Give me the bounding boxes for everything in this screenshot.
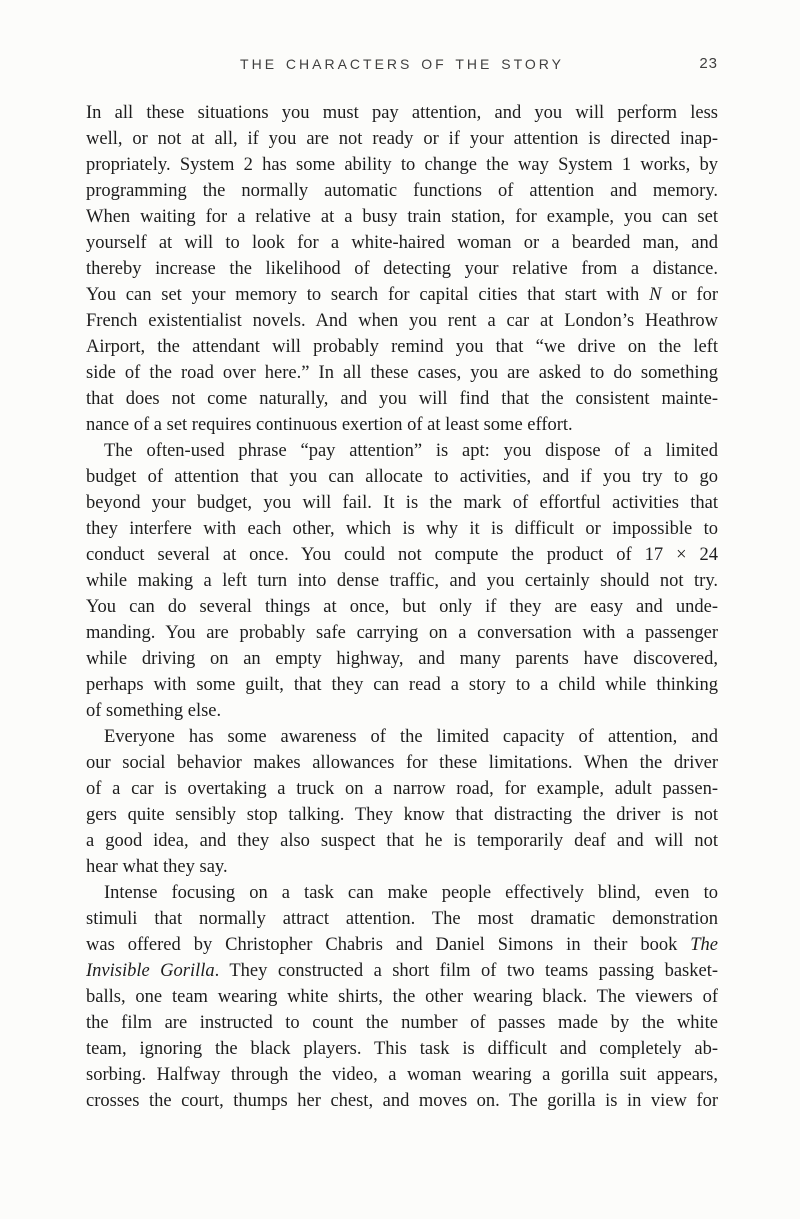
text-segment: or for	[661, 285, 718, 305]
text-segment: propriately. System 2 has some ability to change the way System 1 works, by	[86, 155, 718, 175]
text-line	[86, 750, 718, 776]
text-line	[86, 1010, 718, 1036]
text-line	[86, 360, 718, 386]
text-line	[86, 594, 718, 620]
paragraph	[86, 724, 718, 880]
page-number: 23	[699, 55, 718, 72]
text-segment: the film are instructed to count the number of passes made by the white	[86, 1013, 718, 1033]
text-segment: The often-used phrase “pay attention” is apt: you dispose of a limited	[104, 441, 718, 461]
text-segment: of something else.	[86, 701, 222, 721]
text-segment: sorbing. Halfway through the video, a woman wearing a gorilla suit appears,	[86, 1065, 718, 1085]
text-line	[86, 620, 718, 646]
text-line	[86, 828, 718, 854]
text-segment: yourself at will to look for a white-haired woman or a bearded man, and	[86, 233, 718, 253]
text-segment: was offered by Christopher Chabris and Daniel Simons in their book	[86, 935, 691, 955]
text-line	[86, 204, 718, 230]
text-line	[86, 178, 718, 204]
text-line	[86, 802, 718, 828]
text-line	[86, 776, 718, 802]
text-line	[86, 958, 718, 984]
text-line	[86, 1088, 718, 1114]
text-line	[86, 646, 718, 672]
text-segment: You can do several things at once, but only if they are easy and unde-	[86, 597, 718, 617]
text-segment: stimuli that normally attract attention. The most dramatic demonstration	[86, 909, 718, 929]
text-line	[86, 308, 718, 334]
text-line	[86, 100, 718, 126]
text-line	[86, 438, 718, 464]
text-segment: programming the normally automatic functions of attention and memory.	[86, 181, 718, 201]
text-line	[86, 672, 718, 698]
text-line	[86, 880, 718, 906]
text-line	[86, 412, 718, 438]
text-segment: Everyone has some awareness of the limited capacity of attention, and	[104, 727, 718, 747]
text-segment: nance of a set requires continuous exertion of at least some effort.	[86, 415, 573, 435]
text-segment: well, or not at all, if you are not ready or if your attention is directed inap-	[86, 129, 718, 149]
text-line	[86, 568, 718, 594]
text-segment: In all these situations you must pay attention, and you will perform less	[86, 103, 718, 123]
text-line	[86, 854, 718, 880]
text-segment: they interfere with each other, which is why it is difficult or impossible to	[86, 519, 718, 539]
text-line	[86, 490, 718, 516]
text-segment: French existentialist novels. And when you rent a car at London’s Heathrow	[86, 311, 718, 331]
text-segment: budget of attention that you can allocate to activities, and if you try to go	[86, 467, 718, 487]
text-segment: balls, one team wearing white shirts, the other wearing black. The viewers of	[86, 987, 718, 1007]
text-line	[86, 724, 718, 750]
text-line	[86, 984, 718, 1010]
text-segment: When waiting for a relative at a busy train station, for example, you can set	[86, 207, 718, 227]
text-segment: gers quite sensibly stop talking. They know that distracting the driver is not	[86, 805, 718, 825]
text-line	[86, 1036, 718, 1062]
text-segment: . They constructed a short film of two teams passing basket-	[214, 961, 718, 981]
text-line	[86, 126, 718, 152]
text-line	[86, 1062, 718, 1088]
page-header	[86, 55, 718, 73]
text-line	[86, 230, 718, 256]
page-body	[86, 100, 718, 1114]
text-segment: our social behavior makes allowances for these limitations. When the driver	[86, 753, 718, 773]
text-segment: while making a left turn into dense traffic, and you certainly should not try.	[86, 571, 718, 591]
text-segment: team, ignoring the black players. This task is difficult and completely ab-	[86, 1039, 718, 1059]
paragraph	[86, 880, 718, 1114]
text-line	[86, 906, 718, 932]
text-segment: Intense focusing on a task can make people effectively blind, even to	[104, 883, 718, 903]
text-line	[86, 334, 718, 360]
text-segment: crosses the court, thumps her chest, and moves on. The gorilla is in view for	[86, 1091, 718, 1111]
text-segment: thereby increase the likelihood of detecting your relative from a distance.	[86, 259, 718, 279]
italic-text: Invisible Gorilla	[86, 961, 215, 981]
text-segment: side of the road over here.” In all these cases, you are asked to do something	[86, 363, 718, 383]
text-line	[86, 932, 718, 958]
text-line	[86, 282, 718, 308]
text-segment: conduct several at once. You could not compute the product of 17 × 24	[86, 545, 718, 565]
text-segment: beyond your budget, you will fail. It is the mark of effortful activities that	[86, 493, 718, 513]
text-segment: that does not come naturally, and you will find that the consistent mainte-	[86, 389, 718, 409]
text-line	[86, 256, 718, 282]
text-segment: You can set your memory to search for capital cities that start with	[86, 285, 650, 305]
text-segment: perhaps with some guilt, that they can read a story to a child while thinking	[86, 675, 718, 695]
paragraph	[86, 100, 718, 438]
italic-text: The	[690, 935, 718, 955]
text-line	[86, 516, 718, 542]
text-segment: while driving on an empty highway, and many parents have discovered,	[86, 649, 718, 669]
italic-text: N	[649, 285, 662, 305]
text-line	[86, 542, 718, 568]
running-head: THE CHARACTERS OF THE STORY	[240, 56, 564, 72]
text-segment: manding. You are probably safe carrying on a conversation with a passenger	[86, 623, 718, 643]
text-line	[86, 698, 718, 724]
text-segment: hear what they say.	[86, 857, 228, 877]
text-segment: of a car is overtaking a truck on a narrow road, for example, adult passen-	[86, 779, 718, 799]
text-line	[86, 386, 718, 412]
text-segment: a good idea, and they also suspect that he is temporarily deaf and will not	[86, 831, 718, 851]
text-line	[86, 152, 718, 178]
text-segment: Airport, the attendant will probably remind you that “we drive on the left	[86, 337, 718, 357]
text-line	[86, 464, 718, 490]
paragraph	[86, 438, 718, 724]
